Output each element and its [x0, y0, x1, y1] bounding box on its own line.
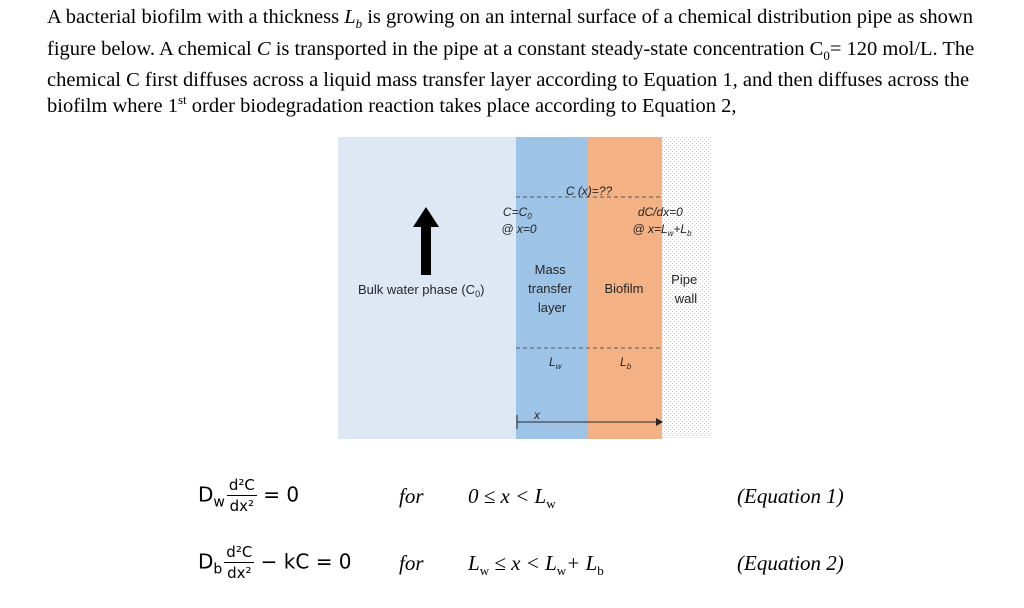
equation-1-lhs: $D_w$ $\frac{\text{d²C}}{\text{dx²}}$ = 0 — [198, 476, 300, 515]
boundary-condition-left: $C=C_0$ @ x=0 — [501, 205, 537, 236]
equation-1-domain: $0 \le x < L_w$ — [468, 484, 556, 512]
boundary-condition-right: dC/dx=0 @ $x=L_w+L_b$ — [632, 205, 692, 238]
concentration-profile-label: C (x)=?? — [565, 184, 613, 198]
equation-1-tag: (Equation 1) — [737, 484, 844, 508]
text-segment: order biodegradation reaction takes place according to Equation 2, — [186, 94, 737, 117]
text-segment: A bacterial biofilm with a thickness — [47, 6, 345, 28]
pipe-wall-region — [662, 137, 712, 439]
biofilm-label: Biofilm — [604, 281, 644, 296]
equation-2-for: for — [399, 551, 424, 575]
ordinal-superscript: st — [177, 92, 187, 108]
equation-2-lhs: $D_b$ $\frac{\text{d²C}}{\text{dx²}}$ − kC = 0 — [198, 543, 352, 582]
equation-1 — [198, 473, 998, 521]
Lw-label: $L_w$ — [549, 355, 562, 371]
problem-statement — [47, 5, 1005, 120]
pipe-wall-label: Pipe wall — [671, 272, 698, 306]
equation-2-domain: $L_w \le x < L_w+ L_b$ — [468, 551, 604, 579]
equation-2-tag: (Equation 2) — [737, 551, 844, 575]
biofilm-pipe-diagram — [338, 137, 712, 439]
Lb-symbol: $L_b$ — [344, 6, 363, 32]
mass-transfer-label: Mass transfer layer — [528, 262, 573, 315]
Lb-label: $L_b$ — [620, 355, 632, 371]
C0-subscript: 0 — [823, 47, 830, 63]
text-segment: is transported in the pipe at a constant steady-state concentration C — [270, 37, 824, 60]
equation-2 — [198, 540, 998, 588]
bulk-water-label: Bulk water phase $(C_0)$ — [358, 282, 485, 299]
text-segment: = 120 mol/L. The chemical C first diffuses across a liquid mass transfer layer according to Equation 1, and then diffuses across the biofilm where 1 — [47, 37, 975, 117]
x-axis-label: x — [534, 408, 540, 422]
text-segment: is growing on an internal surface of a chemical distribution pipe as shown figure below. A chemical — [47, 6, 973, 60]
equation-1-for: for — [399, 484, 424, 508]
C-symbol: C — [256, 37, 271, 60]
